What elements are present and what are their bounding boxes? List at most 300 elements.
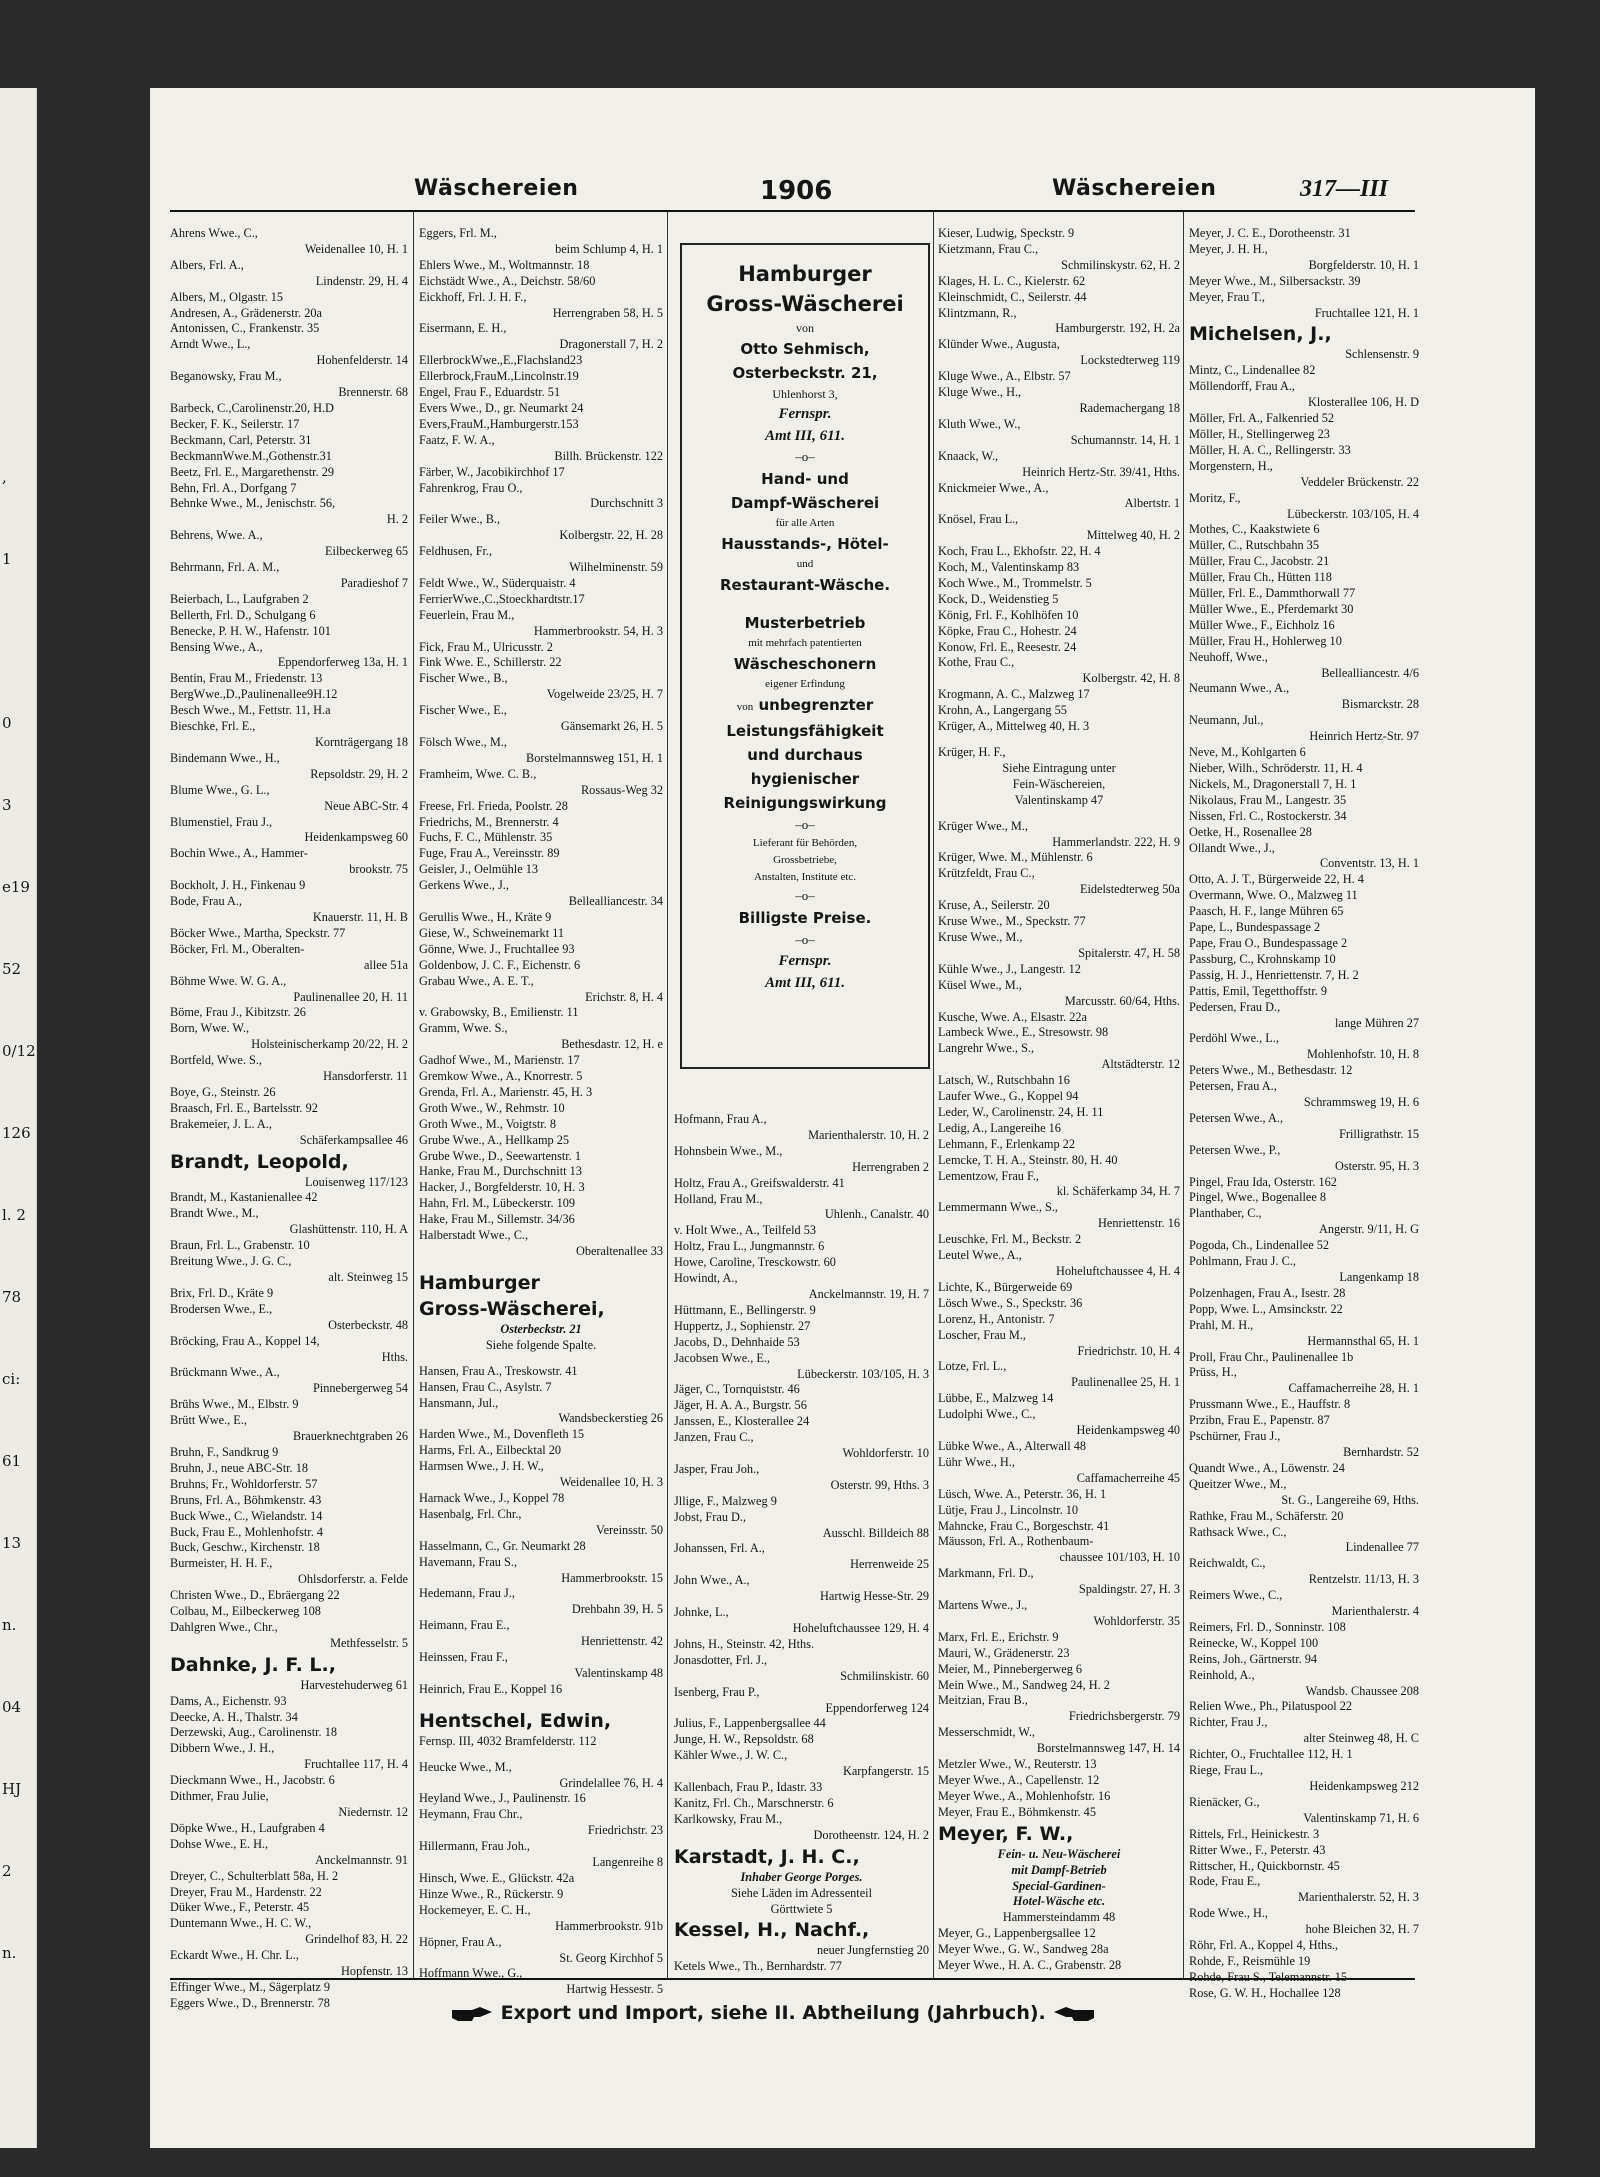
directory-entry: Fuge, Frau A., Vereinsstr. 89 (419, 846, 560, 861)
directory-entry: Heinssen, Frau F., (419, 1650, 508, 1665)
directory-entry: Küsel Wwe., M., (938, 977, 1022, 992)
directory-entry: Wandsb. Chaussee 208 (1305, 1683, 1419, 1698)
directory-entry: Marx, Frl. E., Erichstr. 9 (938, 1629, 1059, 1644)
directory-entry: Dorotheenstr. 124, H. 2 (813, 1827, 929, 1842)
directory-entry: Neuhoff, Wwe., (1189, 649, 1268, 664)
strip-fragment: 52 (2, 960, 22, 978)
directory-entry: Frilligrathstr. 15 (1339, 1126, 1419, 1141)
directory-entry: Spaldingstr. 27, H. 3 (1078, 1582, 1180, 1597)
listing-column-4 (938, 226, 1180, 1974)
directory-entry: Geisler, J., Oelmühle 13 (419, 862, 539, 877)
directory-entry: Leuschke, Frl. M., Beckstr. 2 (938, 1232, 1082, 1247)
directory-entry: Becker, F. K., Seilerstr. 17 (170, 416, 300, 431)
directory-entry: Valentinskamp 47 (1014, 792, 1104, 807)
adjacent-page-strip (0, 88, 37, 2148)
directory-entry: Petersen Wwe., P., (1189, 1142, 1281, 1157)
directory-entry: Bröcking, Frau A., Koppel 14, (170, 1333, 320, 1348)
directory-entry: Hinze Wwe., R., Rückerstr. 9 (419, 1886, 564, 1901)
directory-entry: Buck, Geschw., Kirchenstr. 18 (170, 1540, 320, 1555)
directory-entry: Michelsen, J., (1189, 323, 1332, 346)
directory-entry: Mintz, C., Lindenallee 82 (1189, 363, 1316, 378)
ad-service-2: Dampf-Wäscherei (730, 494, 880, 512)
directory-entry: Brandt, Leopold, (170, 1150, 349, 1173)
directory-entry: Meyer Wwe., A., Capellenstr. 12 (938, 1773, 1100, 1787)
directory-entry: Dreyer, Frau M., Hardenstr. 22 (170, 1884, 322, 1899)
directory-entry: Evers Wwe., D., gr. Neumarkt 24 (419, 400, 584, 415)
directory-entry: Lindenallee 77 (1345, 1540, 1419, 1555)
directory-entry: Engel, Frau F., Eduardstr. 51 (419, 385, 561, 400)
strip-fragment: ci: (2, 1370, 21, 1388)
directory-entry: Gänsemarkt 26, H. 5 (560, 719, 663, 734)
directory-entry: Mauri, W., Grädenerstr. 23 (938, 1645, 1070, 1660)
ad-durchaus: und durchaus (747, 746, 863, 764)
directory-entry: Harvestehuderweg 61 (300, 1677, 408, 1692)
directory-entry: Lübeckerstr. 103/105, H. 4 (1287, 506, 1419, 521)
directory-entry: Bellealliancestr. 4/6 (1321, 665, 1419, 680)
directory-entry: Glashüttenstr. 110, H. A (289, 1222, 408, 1237)
directory-entry: Kluge Wwe., H., (938, 385, 1022, 400)
directory-entry: Lehmann, F., Erlenkamp 22 (938, 1136, 1075, 1151)
directory-entry: Knickmeier Wwe., A., (938, 480, 1049, 495)
strip-fragment: HJ (2, 1780, 22, 1798)
directory-entry: Hacker, J., Borgfelderstr. 10, H. 3 (419, 1180, 585, 1195)
directory-entry: Eggers, Frl. M., (419, 226, 497, 240)
directory-entry: Grenda, Frl. A., Marienstr. 45, H. 3 (419, 1084, 593, 1099)
directory-entry: Hansmann, Jul., (419, 1395, 499, 1410)
directory-entry: Lotze, Frl. L., (938, 1359, 1007, 1374)
directory-entry: Ketels Wwe., Th., Bernhardstr. 77 (674, 1959, 842, 1974)
directory-entry: Effinger Wwe., M., Sägerplatz 9 (170, 1979, 331, 1994)
directory-entry: Jacobs, D., Dehnhaide 53 (674, 1334, 800, 1349)
listing-column-3 (674, 1112, 929, 1975)
directory-entry: Kruse Wwe., M., (938, 929, 1023, 944)
directory-entry: Heinrich Hertz-Str. 97 (1309, 729, 1419, 744)
directory-entry: Meyer Wwe., G. W., Sandweg 28a (938, 1942, 1109, 1957)
ad-eigen: eigener Erfindung (765, 678, 845, 690)
directory-entry: Langrehr Wwe., S., (938, 1041, 1035, 1056)
directory-entry (419, 1698, 663, 1708)
directory-entry: Müller Wwe., E., Pferdemarkt 30 (1189, 601, 1354, 616)
directory-entry: Brückmann Wwe., A., (170, 1365, 280, 1380)
directory-entry: Harms, Frl. A., Eilbecktal 20 (419, 1443, 562, 1458)
directory-entry: Petersen Wwe., A., (1189, 1110, 1284, 1125)
directory-entry: Mein Wwe., M., Sandweg 24, H. 2 (938, 1677, 1110, 1692)
directory-entry: Groth Wwe., W., Rehmstr. 10 (419, 1100, 565, 1115)
directory-entry: Henriettenstr. 42 (581, 1634, 663, 1649)
directory-entry: Kock, D., Weidenstieg 5 (938, 591, 1059, 606)
directory-entry: Veddeler Brückenstr. 22 (1300, 474, 1419, 489)
listing-column-1 (170, 226, 408, 2012)
directory-entry: Kornträgergang 18 (315, 735, 408, 749)
directory-entry: Lambeck Wwe., E., Stresowstr. 98 (938, 1025, 1109, 1040)
directory-entry: Deecke, A. H., Thalstr. 34 (170, 1709, 298, 1724)
ad-von-2: von (736, 701, 754, 713)
directory-entry: Johanssen, Frl. A., (674, 1541, 765, 1556)
column-divider (933, 212, 934, 1978)
directory-entry: lange Mühren 27 (1334, 1015, 1419, 1030)
directory-entry: Messerschmidt, W., (938, 1725, 1036, 1740)
directory-entry: Meyer, Frau E., Böhmkenstr. 45 (938, 1804, 1096, 1819)
directory-entry: Knauerstr. 11, H. B (312, 909, 408, 924)
directory-entry: Hillermann, Frau Joh., (419, 1839, 530, 1854)
ad-patent: mit mehrfach patentierten (748, 637, 862, 649)
directory-entry: Neve, M., Kohlgarten 6 (1189, 745, 1306, 760)
directory-entry: Angerstr. 9/11, H. G (1319, 1222, 1419, 1237)
directory-entry: St. G., Langereihe 69, Hths. (1281, 1492, 1419, 1507)
directory-entry: Oberaltenallee 33 (575, 1244, 663, 1258)
directory-entry: Kusche, Wwe. A., Elsastr. 22a (938, 1009, 1088, 1024)
directory-entry: Lösch Wwe., S., Speckstr. 36 (938, 1295, 1083, 1310)
ad-lieferant: Lieferant für Behörden, (752, 837, 858, 849)
directory-entry: Vereinsstr. 50 (596, 1522, 663, 1537)
directory-entry (938, 809, 1180, 819)
ad-leistung: Leistungsfähigkeit (726, 722, 884, 740)
directory-entry: Bieschke, Frl. E., (170, 719, 256, 734)
directory-entry: Jäger, C., Tornquiststr. 46 (674, 1382, 800, 1397)
ad-muster: Musterbetrieb (744, 614, 866, 632)
directory-entry: Heidenkampsweg 60 (304, 830, 408, 845)
directory-entry: Pohlmann, Frau J. C., (1189, 1254, 1296, 1269)
directory-entry: BeckmannWwe.M.,Gothenstr.31 (170, 448, 332, 463)
directory-entry: Hofmann, Frau A., (674, 1112, 767, 1126)
directory-entry: Mahncke, Frau C., Borgeschstr. 41 (938, 1518, 1110, 1533)
directory-entry: Albertstr. 1 (1124, 496, 1180, 511)
listing-column-2 (419, 226, 663, 1998)
directory-entry: Hamburger (419, 1271, 540, 1294)
directory-entry: Meier, M., Pinnebergerweg 6 (938, 1661, 1083, 1676)
directory-entry: Billh. Brückenstr. 122 (554, 448, 663, 463)
directory-entry: Bismarckstr. 28 (1341, 697, 1419, 712)
directory-entry: Fick, Frau M., Ulricusstr. 2 (419, 639, 553, 654)
directory-entry: Eggers Wwe., D., Brennerstr. 78 (170, 1995, 330, 2010)
directory-entry (938, 735, 1180, 745)
directory-entry: Bethesdastr. 12, H. e (561, 1037, 663, 1052)
ad-service-5: und (796, 558, 814, 570)
directory-entry: Valentinskamp 71, H. 6 (1303, 1810, 1419, 1825)
directory-entry: Reimers Wwe., C., (1189, 1588, 1283, 1603)
directory-entry: Erichstr. 8, H. 4 (585, 989, 663, 1004)
directory-entry: Krohn, A., Langergang 55 (938, 703, 1067, 718)
directory-entry: Siehe Eintragung unter (1002, 760, 1116, 775)
ad-owner: Otto Sehmisch, (740, 340, 870, 358)
directory-entry: Grube Wwe., A., Hellkamp 25 (419, 1132, 570, 1147)
directory-entry: Höpner, Frau A., (419, 1934, 502, 1949)
directory-entry: Paulinenallee 20, H. 11 (293, 989, 408, 1004)
directory-entry: Friedrichstr. 23 (587, 1823, 663, 1838)
directory-entry: Lüsch, Wwe. A., Peterstr. 36, H. 1 (938, 1486, 1107, 1501)
directory-entry: Goldenbow, J. C. F., Eichenstr. 6 (419, 957, 581, 972)
directory-entry: Rohde, Frau S., Telemannstr. 15 (1189, 1969, 1348, 1984)
directory-entry: H. 2 (386, 512, 408, 527)
directory-entry: Janzen, Frau C., (674, 1430, 754, 1445)
ad-separator-2: –o– (795, 817, 815, 832)
directory-entry: Rossaus-Weg 32 (580, 782, 663, 797)
directory-entry: FerrierWwe.,C.,Stoeckhardtstr.17 (419, 591, 585, 606)
directory-entry: Rittscher, H., Quickbornstr. 45 (1189, 1858, 1340, 1873)
directory-entry: Neumann Wwe., A., (1189, 681, 1290, 696)
directory-entry: Havemann, Frau S., (419, 1554, 518, 1569)
directory-entry: Fink Wwe. E., Schillerstr. 22 (419, 655, 562, 670)
directory-entry: Anckelmannstr. 91 (315, 1852, 408, 1867)
directory-entry: Metzler Wwe., W., Reuterstr. 13 (938, 1757, 1097, 1772)
directory-entry: Junge, H. W., Repsoldstr. 68 (674, 1732, 814, 1747)
directory-entry: Herrengraben 58, H. 5 (552, 305, 663, 320)
directory-entry: Popp, Wwe. L., Amsinckstr. 22 (1189, 1301, 1343, 1316)
directory-entry: Marienthalerstr. 4 (1331, 1604, 1419, 1619)
directory-entry: Bentin, Frau M., Friedenstr. 13 (170, 671, 323, 686)
ad-grossbetriebe: Grossbetriebe, (773, 854, 837, 866)
strip-fragment: 2 (2, 1862, 12, 1880)
directory-entry: Borgfelderstr. 10, H. 1 (1308, 257, 1419, 272)
directory-entry: Mothes, C., Kaakstwiete 6 (1189, 522, 1320, 537)
directory-entry: Brodersen Wwe., E., (170, 1301, 273, 1316)
directory-entry: Görttwiete 5 (770, 1901, 833, 1916)
directory-entry: Rathke, Frau M., Schäferstr. 20 (1189, 1508, 1344, 1523)
directory-entry: Jäger, H. A. A., Burgstr. 56 (674, 1398, 807, 1413)
directory-entry: Klosterallee 106, H. D (1308, 395, 1419, 410)
directory-entry: Passig, H. J., Henriettenstr. 7, H. 2 (1189, 967, 1359, 982)
directory-entry: St. Georg Kirchhof 5 (559, 1950, 663, 1965)
directory-entry: Gremkow Wwe., A., Knorrestr. 5 (419, 1069, 583, 1084)
ad-phone-label-2: Fernspr. (778, 953, 832, 969)
directory-entry: Morgenstern, H., (1189, 458, 1273, 473)
directory-entry: Hansen, Frau A., Treskowstr. 41 (419, 1363, 578, 1378)
directory-entry: Bochin Wwe., A., Hammer- (170, 846, 308, 861)
directory-entry: Leutel Wwe., A., (938, 1248, 1022, 1263)
directory-entry: Karlkowsky, Frau M., (674, 1811, 783, 1826)
directory-entry: Hasselmann, C., Gr. Neumarkt 28 (419, 1538, 586, 1553)
directory-entry: Gönne, Wwe. J., Fruchtallee 93 (419, 941, 575, 956)
directory-entry: Leder, W., Carolinenstr. 24, H. 11 (938, 1104, 1104, 1119)
directory-entry: Kluge Wwe., A., Elbstr. 57 (938, 369, 1071, 384)
directory-entry: Harden Wwe., M., Dovenfleth 15 (419, 1427, 585, 1442)
directory-entry: Barbeck, C.,Carolinenstr.20, H.D (170, 400, 334, 415)
directory-entry: Möller, H., Stellingerweg 23 (1189, 426, 1330, 441)
directory-entry: Meyer Wwe., H. A. C., Grabenstr. 28 (938, 1958, 1122, 1973)
directory-entry: Johns, H., Steinstr. 42, Hths. (674, 1636, 815, 1651)
directory-entry: Polzenhagen, Frau A., Isestr. 28 (1189, 1285, 1346, 1300)
ad-reinigung: Reinigungswirkung (723, 794, 887, 812)
directory-entry: Bruhn, F., Sandkrug 9 (170, 1444, 279, 1459)
directory-entry: Hoffmann Wwe., G., (419, 1966, 523, 1981)
directory-entry: Fahrenkrog, Frau O., (419, 480, 523, 495)
strip-fragment: 3 (2, 796, 12, 814)
directory-entry (419, 1260, 663, 1270)
directory-entry: Peters Wwe., M., Bethesdastr. 12 (1189, 1063, 1353, 1078)
listing-column-5 (1189, 226, 1419, 2002)
header-rule (170, 210, 1415, 212)
directory-entry: alt. Steinweg 15 (328, 1270, 408, 1284)
directory-entry: Kluth Wwe., W., (938, 416, 1021, 431)
directory-entry: Eisermann, E. H., (419, 321, 507, 336)
directory-entry: Schumannstr. 14, H. 1 (1070, 432, 1180, 447)
directory-entry: Fischer Wwe., B., (419, 671, 508, 686)
directory-entry: Feldhusen, Fr., (419, 544, 493, 559)
directory-entry: Koch Wwe., M., Trommelstr. 5 (938, 575, 1092, 590)
directory-entry: Kothe, Frau C., (938, 655, 1015, 670)
directory-entry: Uhlenh., Canalstr. 40 (824, 1207, 929, 1222)
directory-entry: Behn, Frl. A., Dorfgang 7 (170, 480, 297, 495)
directory-entry: Krüger, A., Mittelweg 40, H. 3 (938, 719, 1090, 734)
directory-entry: Pingel, Wwe., Bogenallee 8 (1189, 1190, 1327, 1205)
directory-entry: Bruhns, Fr., Wohldorferstr. 57 (170, 1476, 318, 1491)
directory-entry: Brühs Wwe., M., Elbstr. 9 (170, 1397, 299, 1412)
directory-entry: Hahn, Frl. M., Lübeckerstr. 109 (419, 1196, 576, 1211)
directory-entry: Paulinenallee 25, H. 1 (1071, 1375, 1180, 1390)
directory-entry: Hammerbrookstr. 91b (555, 1918, 663, 1933)
directory-entry: Ollandt Wwe., J., (1189, 840, 1275, 855)
directory-entry: kl. Schäferkamp 34, H. 7 (1056, 1184, 1180, 1199)
column-divider (1183, 212, 1184, 1978)
strip-fragment: 0 (2, 714, 12, 732)
directory-entry: Besch Wwe., M., Fettstr. 11, H.a (170, 703, 331, 718)
directory-entry: Düker Wwe., F., Peterstr. 45 (170, 1900, 310, 1915)
directory-entry: Neue ABC-Str. 4 (324, 798, 408, 813)
directory-entry: Bensing Wwe., A., (170, 639, 263, 654)
directory-entry: Fernsp. III, 4032 Bramfelderstr. 112 (419, 1733, 597, 1748)
directory-entry: Meyer, J. C. E., Dorotheenstr. 31 (1189, 226, 1351, 240)
directory-entry: Brandt Wwe., M., (170, 1206, 259, 1221)
directory-entry: Buck, Frau E., Mohlenhofstr. 4 (170, 1524, 324, 1539)
directory-entry: Henriettenstr. 16 (1098, 1216, 1180, 1231)
directory-entry: Schmilinskistr. 60 (840, 1668, 929, 1683)
directory-entry: beim Schlump 4, H. 1 (555, 241, 663, 256)
directory-entry: Jllige, F., Malzweg 9 (674, 1493, 777, 1508)
directory-entry: Kieser, Ludwig, Speckstr. 9 (938, 226, 1075, 240)
directory-entry: John Wwe., A., (674, 1573, 750, 1588)
directory-entry: Lindenstr. 29, H. 4 (315, 273, 408, 288)
footer-text: Export und Import, siehe II. Abtheilung (Jahrbuch). (500, 2002, 1046, 2024)
directory-entry: Holland, Frau M., (674, 1191, 763, 1206)
ad-service-1: Hand- und (761, 470, 849, 488)
directory-entry: Dahnke, J. F. L., (170, 1653, 336, 1676)
directory-entry: Schmilinskystr. 62, H. 2 (1061, 257, 1180, 272)
directory-entry: Müller, C., Rutschbahn 35 (1189, 538, 1319, 553)
directory-entry: Ludolphi Wwe., C., (938, 1407, 1036, 1422)
ad-phone-number: Amt III, 611. (764, 428, 846, 444)
directory-entry: Pape, Frau O., Bundespassage 2 (1189, 935, 1348, 950)
directory-entry: Kruse Wwe., M., Speckstr. 77 (938, 914, 1086, 929)
directory-entry: Friedrichstr. 10, H. 4 (1077, 1343, 1180, 1358)
pointing-hand-left-icon (1052, 2006, 1096, 2022)
directory-entry: Osterstr. 95, H. 3 (1334, 1158, 1419, 1173)
directory-entry: Nissen, Frl. C., Rostockerstr. 34 (1189, 808, 1347, 823)
directory-entry: Fuchs, F. C., Mühlenstr. 35 (419, 830, 553, 845)
directory-entry: Hoheluftchaussee 4, H. 4 (1056, 1264, 1180, 1278)
directory-entry: Lübeckerstr. 103/105, H. 3 (797, 1366, 929, 1381)
strip-fragment: e19 (2, 878, 30, 896)
ad-phone-number-2: Amt III, 611. (764, 975, 846, 991)
header-left-title: Wäschereien (414, 176, 579, 201)
directory-entry: Pape, L., Bundespassage 2 (1189, 920, 1321, 935)
directory-entry: Bruhn, J., neue ABC-Str. 18 (170, 1460, 309, 1475)
directory-entry: Harmsen Wwe., J. H. W., (419, 1459, 544, 1474)
directory-entry: Hammerbrookstr. 54, H. 3 (533, 623, 663, 638)
directory-entry: Borstelmannsweg 147, H. 14 (1036, 1741, 1180, 1756)
directory-entry: Hotel-Wäsche etc. (1012, 1894, 1106, 1909)
ad-service-3: für alle Arten (775, 517, 835, 529)
directory-entry: Wandsbeckerstieg 26 (558, 1411, 663, 1426)
directory-entry: Janssen, E., Klosterallee 24 (674, 1414, 810, 1429)
directory-entry: Valentinskamp 48 (574, 1665, 663, 1680)
directory-entry: Harnack Wwe., J., Koppel 78 (419, 1490, 565, 1505)
directory-entry: Kietzmann, Frau C., (938, 241, 1039, 256)
directory-entry: Bockholt, J. H., Finkenau 9 (170, 878, 306, 893)
strip-fragment: , (2, 468, 7, 486)
directory-entry: Marienthalerstr. 10, H. 2 (808, 1127, 929, 1142)
directory-entry: Planthaber, C., (1189, 1206, 1262, 1221)
directory-entry: Siehe Läden im Adressenteil (730, 1885, 873, 1900)
directory-entry: Hoheluftchaussee 129, H. 4 (792, 1621, 929, 1635)
directory-entry: Kähler Wwe., J. W. C., (674, 1748, 788, 1763)
directory-entry: Borstelmannsweg 151, H. 1 (526, 750, 663, 765)
directory-entry: Meyer, Frau T., (1189, 289, 1265, 304)
directory-entry: Neumann, Jul., (1189, 713, 1264, 728)
directory-entry: Hohnsbein Wwe., M., (674, 1143, 783, 1158)
directory-entry: Albers, M., Olgastr. 15 (170, 289, 284, 304)
directory-entry: Beckmann, Carl, Peterstr. 31 (170, 432, 312, 447)
directory-entry (419, 1750, 663, 1760)
strip-fragment: 0/12 (2, 1042, 36, 1060)
directory-entry: Gadhof Wwe., M., Marienstr. 17 (419, 1053, 580, 1068)
directory-entry: Rienäcker, G., (1189, 1794, 1260, 1809)
directory-entry: Braasch, Frl. E., Bartelsstr. 92 (170, 1100, 318, 1115)
directory-entry: Osterstr. 99, Hths. 3 (830, 1477, 929, 1492)
directory-entry: Möller, Frl. A., Falkenried 52 (1189, 411, 1335, 426)
directory-entry: Meitzian, Frau B., (938, 1693, 1028, 1708)
directory-entry: Julius, F., Lappenbergsallee 44 (674, 1716, 826, 1731)
directory-entry: Ritter Wwe., F., Peterstr. 43 (1189, 1842, 1326, 1857)
directory-entry: Feiler Wwe., B., (419, 512, 501, 527)
strip-fragment: n. (2, 1616, 17, 1634)
directory-entry: Halberstadt Wwe., C., (419, 1228, 529, 1243)
directory-entry: Heymann, Frau Chr., (419, 1807, 523, 1822)
directory-entry: Brütt Wwe., E., (170, 1413, 247, 1428)
directory-entry: Heucke Wwe., M., (419, 1759, 512, 1774)
directory-entry: Przibn, Frau E., Papenstr. 87 (1189, 1413, 1330, 1428)
directory-entry: Müller, Frau C., Jacobstr. 21 (1189, 554, 1330, 569)
directory-entry: Brennerstr. 68 (338, 385, 408, 400)
ad-street: Osterbeckstr. 21, (732, 364, 878, 382)
directory-entry: Röhr, Frl. A., Koppel 4, Hths., (1189, 1938, 1339, 1953)
directory-entry: Lemmermann Wwe., S., (938, 1200, 1058, 1215)
directory-entry: Hartwig Hessestr. 5 (566, 1982, 663, 1997)
directory-entry: Petersen, Frau A., (1189, 1079, 1277, 1094)
strip-fragment: 61 (2, 1452, 22, 1470)
footer-reference (450, 2002, 1096, 2024)
strip-fragment: 04 (2, 1698, 22, 1716)
directory-entry: Dieckmann Wwe., H., Jacobstr. 6 (170, 1773, 335, 1788)
directory-entry: Albers, Frl. A., (170, 257, 244, 272)
directory-entry: Herrengraben 2 (852, 1159, 929, 1174)
directory-entry: Heidenkampsweg 212 (1309, 1779, 1419, 1793)
directory-entry: Krüger, H. F., (938, 745, 1006, 759)
directory-entry: Langenkamp 18 (1339, 1270, 1419, 1284)
directory-entry: BergWwe.,D.,Paulinenallee9H.12 (170, 687, 338, 702)
directory-entry: Queitzer Wwe., M., (1189, 1476, 1287, 1491)
directory-entry: Reichwaldt, C., (1189, 1556, 1266, 1571)
directory-entry: Huppertz, J., Sophienstr. 27 (674, 1318, 811, 1333)
directory-entry: Benecke, P. H. W., Hafenstr. 101 (170, 623, 331, 638)
directory-entry: Jobst, Frau D., (674, 1509, 747, 1524)
directory-entry: Fölsch Wwe., M., (419, 735, 507, 749)
directory-entry: Fein- u. Neu-Wäscherei (997, 1846, 1121, 1861)
directory-entry: allee 51a (363, 957, 408, 972)
directory-entry: Böme, Frau J., Kibitzstr. 26 (170, 1005, 306, 1020)
directory-entry: Riege, Frau L., (1189, 1763, 1264, 1778)
directory-entry: Beganowsky, Frau M., (170, 369, 282, 384)
directory-entry: Möller, H. A. C., Rellingerstr. 33 (1189, 442, 1351, 457)
